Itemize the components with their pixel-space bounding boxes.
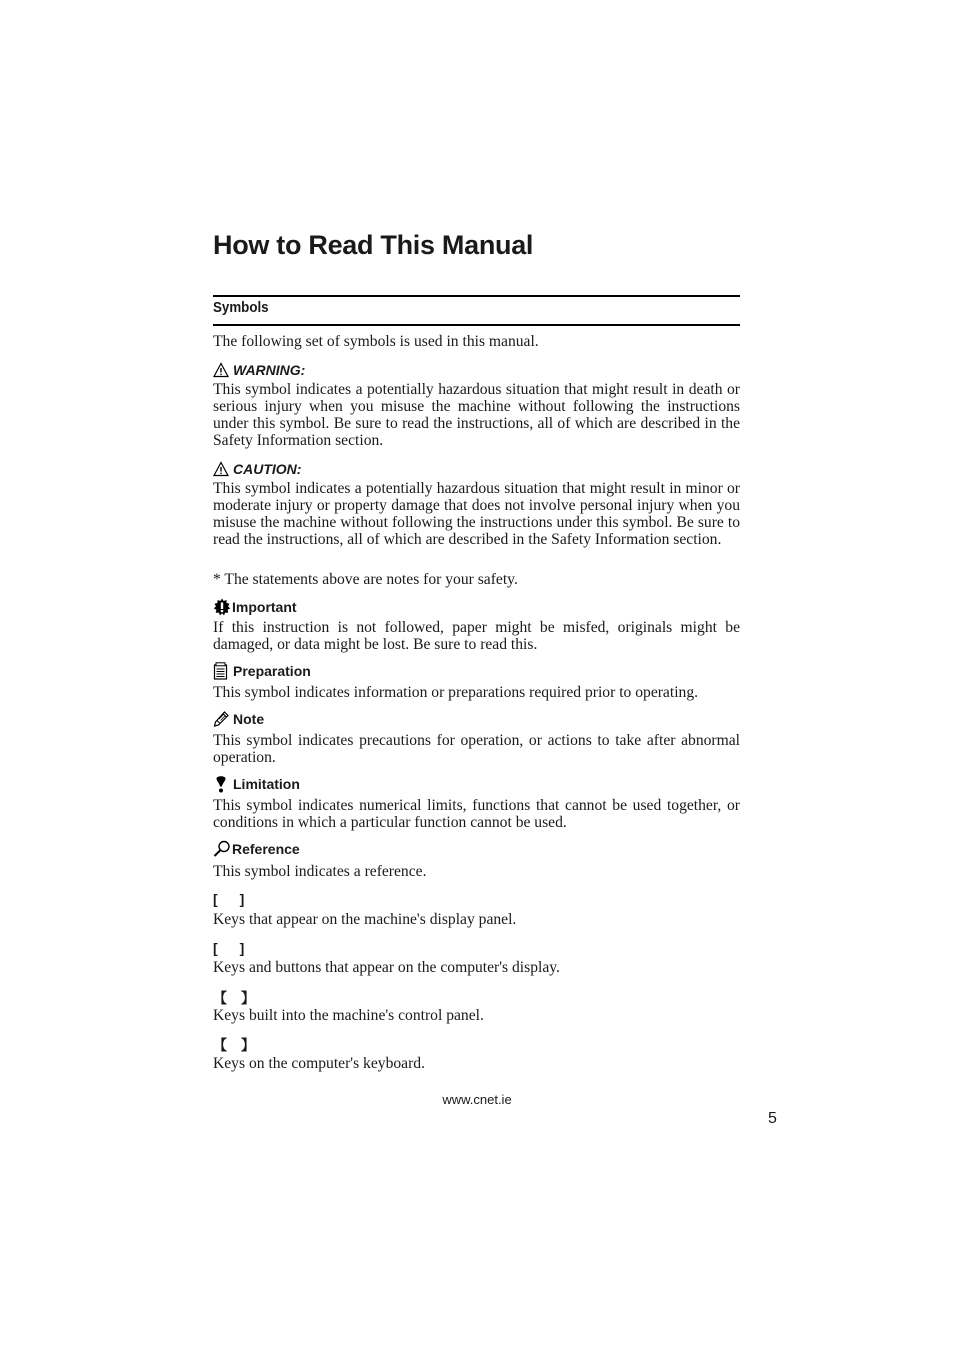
reference-label: Reference xyxy=(232,841,300,857)
limitation-label-row xyxy=(213,774,300,794)
warning-label: WARNING: xyxy=(233,362,306,378)
open-bracket: 【 xyxy=(213,990,227,1006)
footer-url: www.cnet.ie xyxy=(442,1092,512,1107)
close-bracket: ] xyxy=(239,891,245,907)
note-label-row xyxy=(213,711,264,727)
caution-label-row xyxy=(213,461,301,477)
important-badge-icon xyxy=(213,598,231,616)
preparation-document-icon xyxy=(213,662,229,680)
page-number: 5 xyxy=(768,1110,777,1127)
caution-label: CAUTION: xyxy=(233,461,302,477)
section-heading: Symbols xyxy=(213,300,269,316)
key-notation-text: Keys on the computer's keyboard. xyxy=(213,1055,425,1072)
important-label: Important xyxy=(232,599,297,615)
page-title: How to Read This Manual xyxy=(213,230,534,260)
reference-text: This symbol indicates a reference. xyxy=(213,863,427,880)
reference-magnifier-icon xyxy=(213,840,231,858)
note-text: This symbol indicates precautions for operation, or actions to take after abnormal operation. xyxy=(213,732,740,766)
reference-label-row xyxy=(213,840,300,858)
key-notation-brackets xyxy=(213,988,255,1008)
key-notation-text: Keys built into the machine's control panel. xyxy=(213,1007,484,1024)
close-bracket: 】 xyxy=(241,1037,255,1053)
note-pencil-icon xyxy=(213,711,229,727)
key-notation-brackets xyxy=(213,1035,255,1055)
section-rule-bottom xyxy=(213,324,740,326)
limitation-text: This symbol indicates numerical limits, functions that cannot be used together, or conditions in which a particular function cannot be used. xyxy=(213,797,740,831)
open-bracket: [ xyxy=(213,891,218,907)
note-label: Note xyxy=(233,711,265,727)
close-bracket: ] xyxy=(239,940,245,956)
open-bracket: 【 xyxy=(213,1037,227,1053)
key-notation-text: Keys that appear on the machine's display panel. xyxy=(213,911,517,928)
key-notation-brackets xyxy=(213,940,244,956)
key-notation-brackets xyxy=(213,891,244,907)
warning-text: This symbol indicates a potentially hazardous situation that might result in death or serious injury when you misuse the machine without following the instructions under this symbol. Be sure to read the instructions, all of which are described in the Safety Information section. xyxy=(213,381,740,449)
preparation-label: Preparation xyxy=(233,663,311,679)
important-label-row xyxy=(213,598,297,616)
caution-text: This symbol indicates a potentially hazardous situation that might result in minor or moderate injury or property damage that does not involve personal injury when you misuse the machine without following the instructions under this symbol. Be sure to read the instructions, all of which are described in the Safety Information section. xyxy=(213,480,740,548)
intro-text: The following set of symbols is used in this manual. xyxy=(213,333,539,350)
limitation-exclamation-icon xyxy=(213,774,229,794)
preparation-label-row xyxy=(213,662,311,680)
important-text: If this instruction is not followed, paper might be misfed, originals might be damaged, or data might be lost. Be sure to read this. xyxy=(213,619,740,653)
preparation-text: This symbol indicates information or preparations required prior to operating. xyxy=(213,684,699,701)
warning-label-row xyxy=(213,362,305,378)
safety-note: * The statements above are notes for your safety. xyxy=(213,571,518,588)
caution-triangle-icon xyxy=(213,461,229,477)
key-notation-text: Keys and buttons that appear on the computer's display. xyxy=(213,959,560,976)
open-bracket: [ xyxy=(213,940,218,956)
warning-triangle-icon xyxy=(213,362,229,378)
limitation-label: Limitation xyxy=(233,776,300,792)
section-rule-top xyxy=(213,295,740,297)
close-bracket: 】 xyxy=(241,990,255,1006)
